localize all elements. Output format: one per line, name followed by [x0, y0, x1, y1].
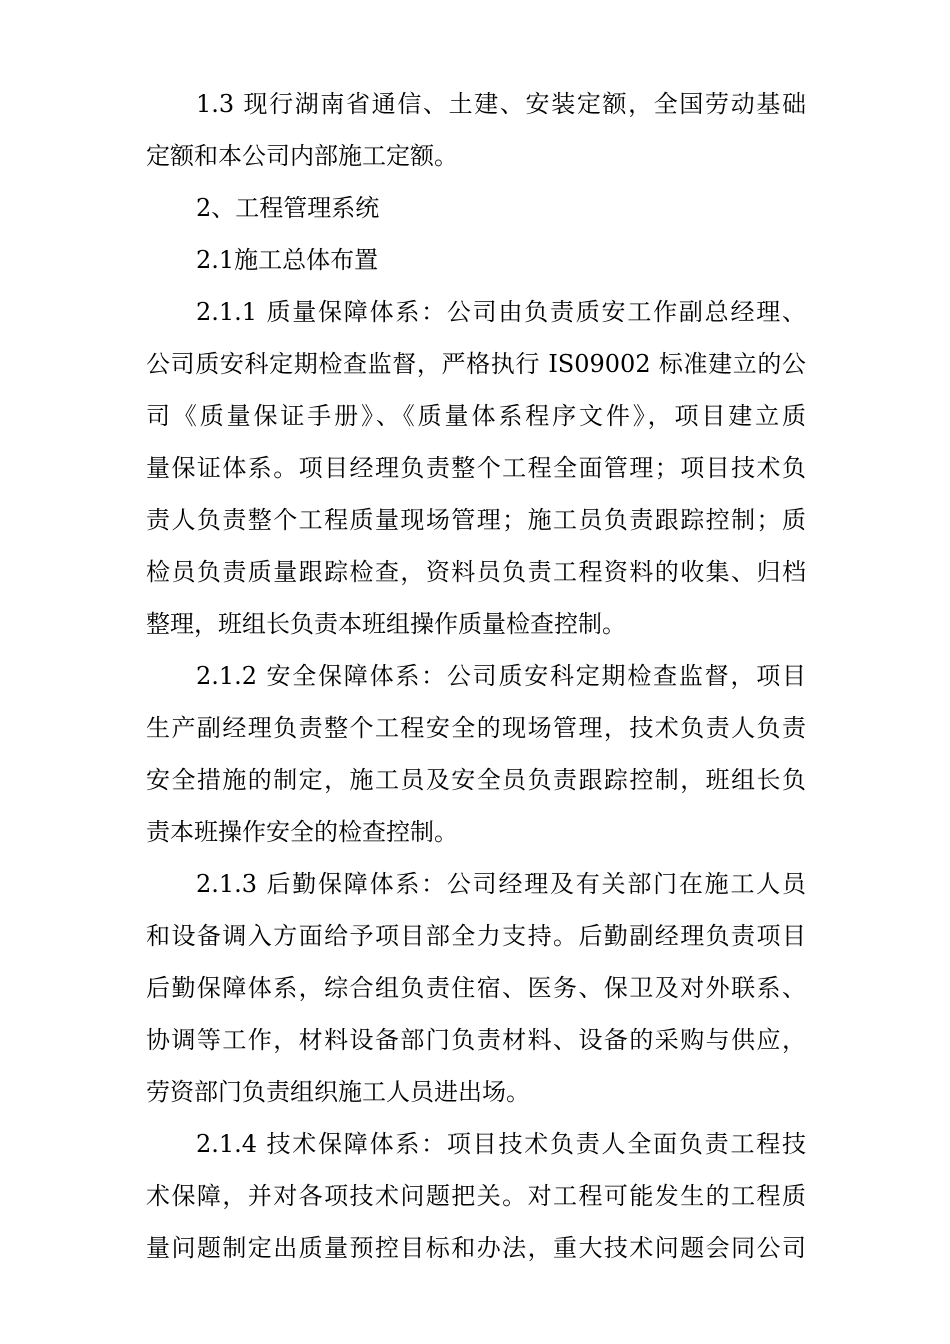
text-line: 安全措施的制定，施工员及安全员负责跟踪控制，班组长负 [146, 766, 806, 794]
text-line: 责本班操作安全的检查控制。 [146, 818, 458, 846]
text-line: 司《质量保证手册》、《质量体系程序文件》，项目建立质 [146, 402, 806, 430]
text-line: 1.3 现行湖南省通信、土建、安装定额，全国劳动基础 [196, 90, 806, 118]
subsection-heading: 2.1施工总体布置 [196, 246, 379, 274]
text-line: 生产副经理负责整个工程安全的现场管理，技术负责人负责 [146, 714, 806, 742]
text-line: 2.1.3 后勤保障体系：公司经理及有关部门在施工人员 [196, 870, 806, 898]
text-line: 责人负责整个工程质量现场管理；施工员负责跟踪控制；质 [146, 506, 806, 534]
section-heading: 2、工程管理系统 [196, 194, 380, 222]
text-line: 2.1.2 安全保障体系：公司质安科定期检查监督，项目 [196, 662, 806, 690]
text-line: 协调等工作，材料设备部门负责材料、设备的采购与供应， [146, 1026, 806, 1054]
text-line: 术保障，并对各项技术问题把关。对工程可能发生的工程质 [146, 1182, 806, 1210]
text-line: 2.1.1 质量保障体系：公司由负责质安工作副总经理、 [196, 298, 806, 326]
text-line: 整理，班组长负责本班组操作质量检查控制。 [146, 610, 626, 638]
text-line: 公司质安科定期检查监督，严格执行 IS09002 标准建立的公 [146, 350, 806, 378]
text-line: 定额和本公司内部施工定额。 [146, 142, 458, 170]
text-line: 检员负责质量跟踪检查，资料员负责工程资料的收集、归档 [146, 558, 806, 586]
text-line: 和设备调入方面给予项目部全力支持。后勤副经理负责项目 [146, 922, 806, 950]
text-line: 后勤保障体系，综合组负责住宿、医务、保卫及对外联系、 [146, 974, 806, 1002]
text-line: 量保证体系。项目经理负责整个工程全面管理；项目技术负 [146, 454, 806, 482]
text-line: 2.1.4 技术保障体系：项目技术负责人全面负责工程技 [196, 1130, 806, 1158]
text-line: 量问题制定出质量预控目标和办法，重大技术问题会同公司 [146, 1234, 806, 1262]
text-line: 劳资部门负责组织施工人员进出场。 [146, 1078, 530, 1106]
